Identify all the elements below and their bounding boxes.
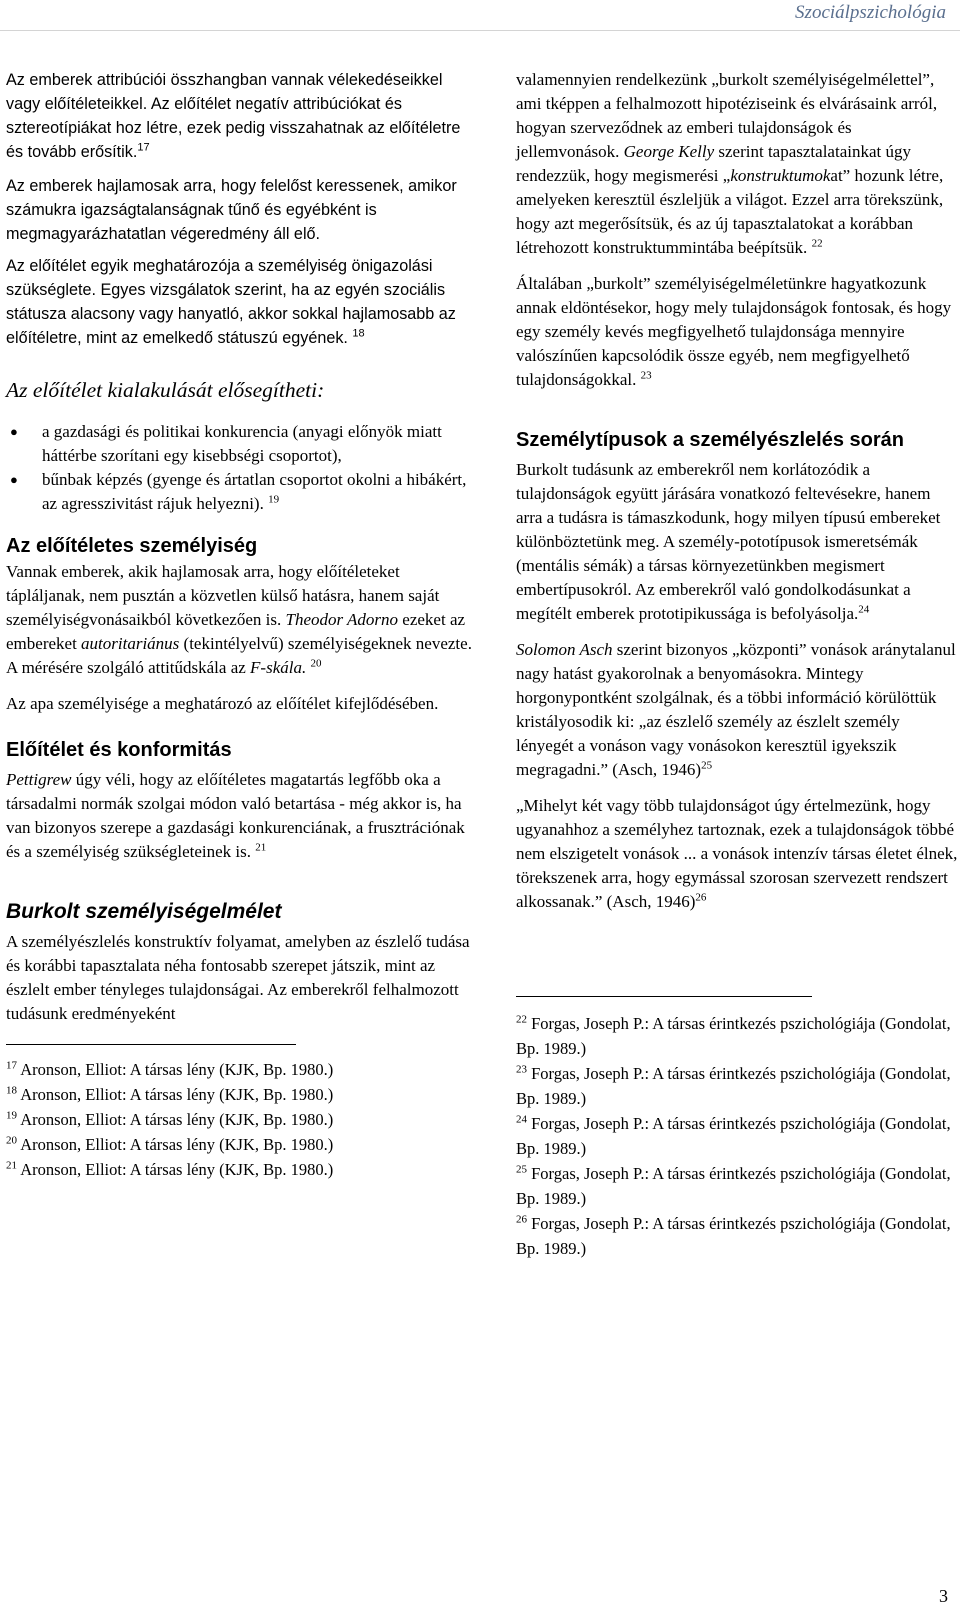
footnote: $^{19}$ Aronson, Elliot: A társas lény (KJK, Bp. 1980.)	[6, 1109, 334, 1129]
section-heading-person-types: Személytípusok a személyészlelés során	[516, 429, 904, 451]
footnote: $^{20}$ Aronson, Elliot: A társas lény (KJK, Bp. 1980.)	[6, 1134, 334, 1154]
term: autoritariánus	[81, 634, 180, 653]
paragraph-asch: Solomon Asch szerint bizonyos „központi” vonások aránytalanul nagy hatást gyakorolnak a benyomásokra. Mintegy horgonypontként szolgálnak, és a többi információ körülöttük kristályosodik ki: „az észlelő személy az észlelt személy lényegét a vonáson vagy vonásokon keresztül igyekszik megragadni.” (Asch, 1946)$^{25}$	[516, 640, 956, 779]
section-heading-conformity: Előítélet és konformitás	[6, 739, 232, 761]
footnote-ref: 26	[695, 891, 707, 904]
footnote-ref: 19	[268, 493, 280, 506]
paragraph-responsibility: Az emberek hajlamosak arra, hogy felelőst keressenek, amikor számukra igazságtalanságnak tűnő és egyébként is megmagyarázhatatlan végeredmény áll elő.	[6, 177, 457, 243]
paragraph-reliance: Általában „burkolt” személyiségelméletünkre hagyatkozunk annak eldöntésekor, hogy mely tulajdonságok fontosak, és hogy egy személy kevés megfigyelhető tulajdonsága mennyire valószínűen kapcsolódik össze egyéb, nem megfigyelhető tulajdonságokkal. $^{23}$	[516, 274, 952, 389]
footnote-ref: 24	[858, 603, 870, 616]
right-column	[516, 68, 958, 1261]
page-number: 3	[939, 1586, 948, 1606]
footnote: $^{18}$ Aronson, Elliot: A társas lény (KJK, Bp. 1980.)	[6, 1084, 334, 1104]
paragraph-adorno: Vannak emberek, akik hajlamosak arra, hogy előítéleteket tápláljanak, nem pusztán a közvetlen külső hatásra, hanem saját személyiségvonásaikból következően is. Theodor Adorno ezeket az embereket autoritariánus (tekintélyelvű) személyiségeknek nevezte. A mérésére szolgáló attitűdskála az F-skála. $^{20}$	[6, 562, 472, 677]
list-item: ● bűnbak képzés (gyenge és ártatlan csoportot okolni a hibákért, az agresszivitást rájuk helyezni). $^{19}$	[10, 470, 467, 513]
footnote: $^{24}$ Forgas, Joseph P.: A társas érintkezés pszichológiája (Gondolat, Bp. 1989.)	[516, 1113, 951, 1158]
paragraph-prototypes: Burkolt tudásunk az emberekről nem korlátozódik a tulajdonságok együtt járására vonatkozó feltevésekre, hanem arra a tudásra is támaszkodunk, hogy milyen típusú embereket különböztetünk meg. A személy-pototípusok ismeretsémák (mentális sémák) a társas környezetünkben megismert embertípusokról. Az emberekről való gondolkodásunkat a megítélt emberek prototipikussága is befolyásolja.$^{24}$	[516, 460, 941, 623]
term: F-skála.	[250, 658, 307, 677]
footnote-ref: 22	[811, 237, 823, 250]
footnote-ref: 23	[640, 369, 652, 382]
paragraph-implicit-theory: valamennyien rendelkezünk „burkolt személyiségelmélettel”, ami tképpen a felhalmozott hipotéziseink és elvárásaink arról, hogyan szerveződnek az emberi tulajdonságok és jellemvonások. George Kelly szerint tapasztalatainkat úgy rendezzük, hogy megismerési „konstruktumokat” hozunk létre, amelyeken keresztül észleljük a világot. Ezzel arra törekszünk, hogy azt megerősítsük, és az új tapasztalatokat a korábban létrehozott konstruktummintába beépítsük. $^{22}$	[516, 70, 944, 257]
section-heading-prejudiced-personality: Az előítéletes személyiség	[6, 535, 258, 557]
section-heading-implicit-personality: Burkolt személyiségelmélet	[6, 900, 282, 923]
running-header: Szociálpszichológia	[795, 2, 946, 23]
paragraph-person-perception: A személyészlelés konstruktív folyamat, amelyben az észlelő tudása és korábbi tapasztalata néha fontosabb szerepet játszik, mint az észlelt ember tényleges tulajdonságai. Az emberekről felhalmozott tudásunk eredményeként	[6, 932, 470, 1023]
footnote-ref: 21	[255, 841, 267, 854]
footnote: $^{25}$ Forgas, Joseph P.: A társas érintkezés pszichológiája (Gondolat, Bp. 1989.)	[516, 1163, 951, 1208]
footnotes	[516, 1011, 958, 1261]
bullet-list	[6, 420, 476, 516]
footnote-ref: 25	[701, 759, 713, 772]
footnote-ref: 20	[310, 657, 322, 670]
footnote: $^{17}$ Aronson, Elliot: A társas lény (KJK, Bp. 1980.)	[6, 1059, 334, 1079]
footnote-ref: 17	[137, 141, 150, 154]
list-item: ● a gazdasági és politikai konkurencia (anyagi előnyök miatt háttérbe szorítani egy kisebbségi csoportot),	[10, 422, 442, 465]
person-name: Theodor Adorno	[285, 610, 399, 629]
person-name: George Kelly	[623, 142, 715, 161]
footnotes	[6, 1057, 476, 1182]
person-name: Pettigrew	[6, 770, 72, 789]
paragraph-father: Az apa személyisége a meghatározó az előítélet kifejlődésében.	[6, 694, 439, 713]
section-heading-prejudice-factors: Az előítélet kialakulását elősegítheti:	[6, 378, 325, 402]
bullet-icon: ●	[10, 424, 18, 439]
footnote: $^{21}$ Aronson, Elliot: A társas lény (KJK, Bp. 1980.)	[6, 1159, 334, 1179]
header-rule	[0, 30, 960, 31]
bullet-icon: ●	[10, 472, 18, 487]
footnote: $^{23}$ Forgas, Joseph P.: A társas érintkezés pszichológiája (Gondolat, Bp. 1989.)	[516, 1063, 951, 1108]
term: konstruktumok	[730, 166, 831, 185]
paragraph-pettigrew: Pettigrew úgy véli, hogy az előítéletes magatartás legfőbb oka a társadalmi normák szolgai módon való betartása - még akkor is, ha van bizonyos szerepe a gazdasági konkurenciának, a frusztrációnak és a személyiség szükségleteinek is. $^{21}$	[6, 770, 465, 861]
left-column	[6, 68, 476, 1182]
footnote: $^{26}$ Forgas, Joseph P.: A társas érintkezés pszichológiája (Gondolat, Bp. 1989.)	[516, 1213, 951, 1258]
footnote-ref: 18	[352, 327, 365, 340]
paragraph-attributions: Az emberek attribúciói összhangban vannak vélekedéseikkel vagy előítéleteikkel. Az előítélet negatív attribúciókat és sztereotípiákat hoz létre, ezek pedig visszahatnak az előítéletre és tovább erősítik.$^{17}$	[6, 71, 461, 161]
person-name: Solomon Asch	[516, 640, 613, 659]
footnote: $^{22}$ Forgas, Joseph P.: A társas érintkezés pszichológiája (Gondolat, Bp. 1989.)	[516, 1013, 951, 1058]
paragraph-asch-quote: „Mihelyt két vagy több tulajdonságot úgy értelmezünk, hogy ugyanahhoz a személyhez tartoznak, ezek a tulajdonságok többé nem elszigetelt vonások ... a vonások intenzív társas életet élnek, törekszenek arra, hogy egymással szorosan szervezett rendszert alkossanak.” (Asch, 1946)$^{26}$	[516, 796, 958, 911]
paragraph-self-justification: Az előítélet egyik meghatározója a személyiség önigazolási szükséglete. Egyes vizsgálatok szerint, ha az egyén szociális státusza alacsony vagy hanyatló, akkor sokkal hajlamosabb az előítéletre, mint az emelkedő státuszú egyének. $^{18}$	[6, 257, 456, 347]
